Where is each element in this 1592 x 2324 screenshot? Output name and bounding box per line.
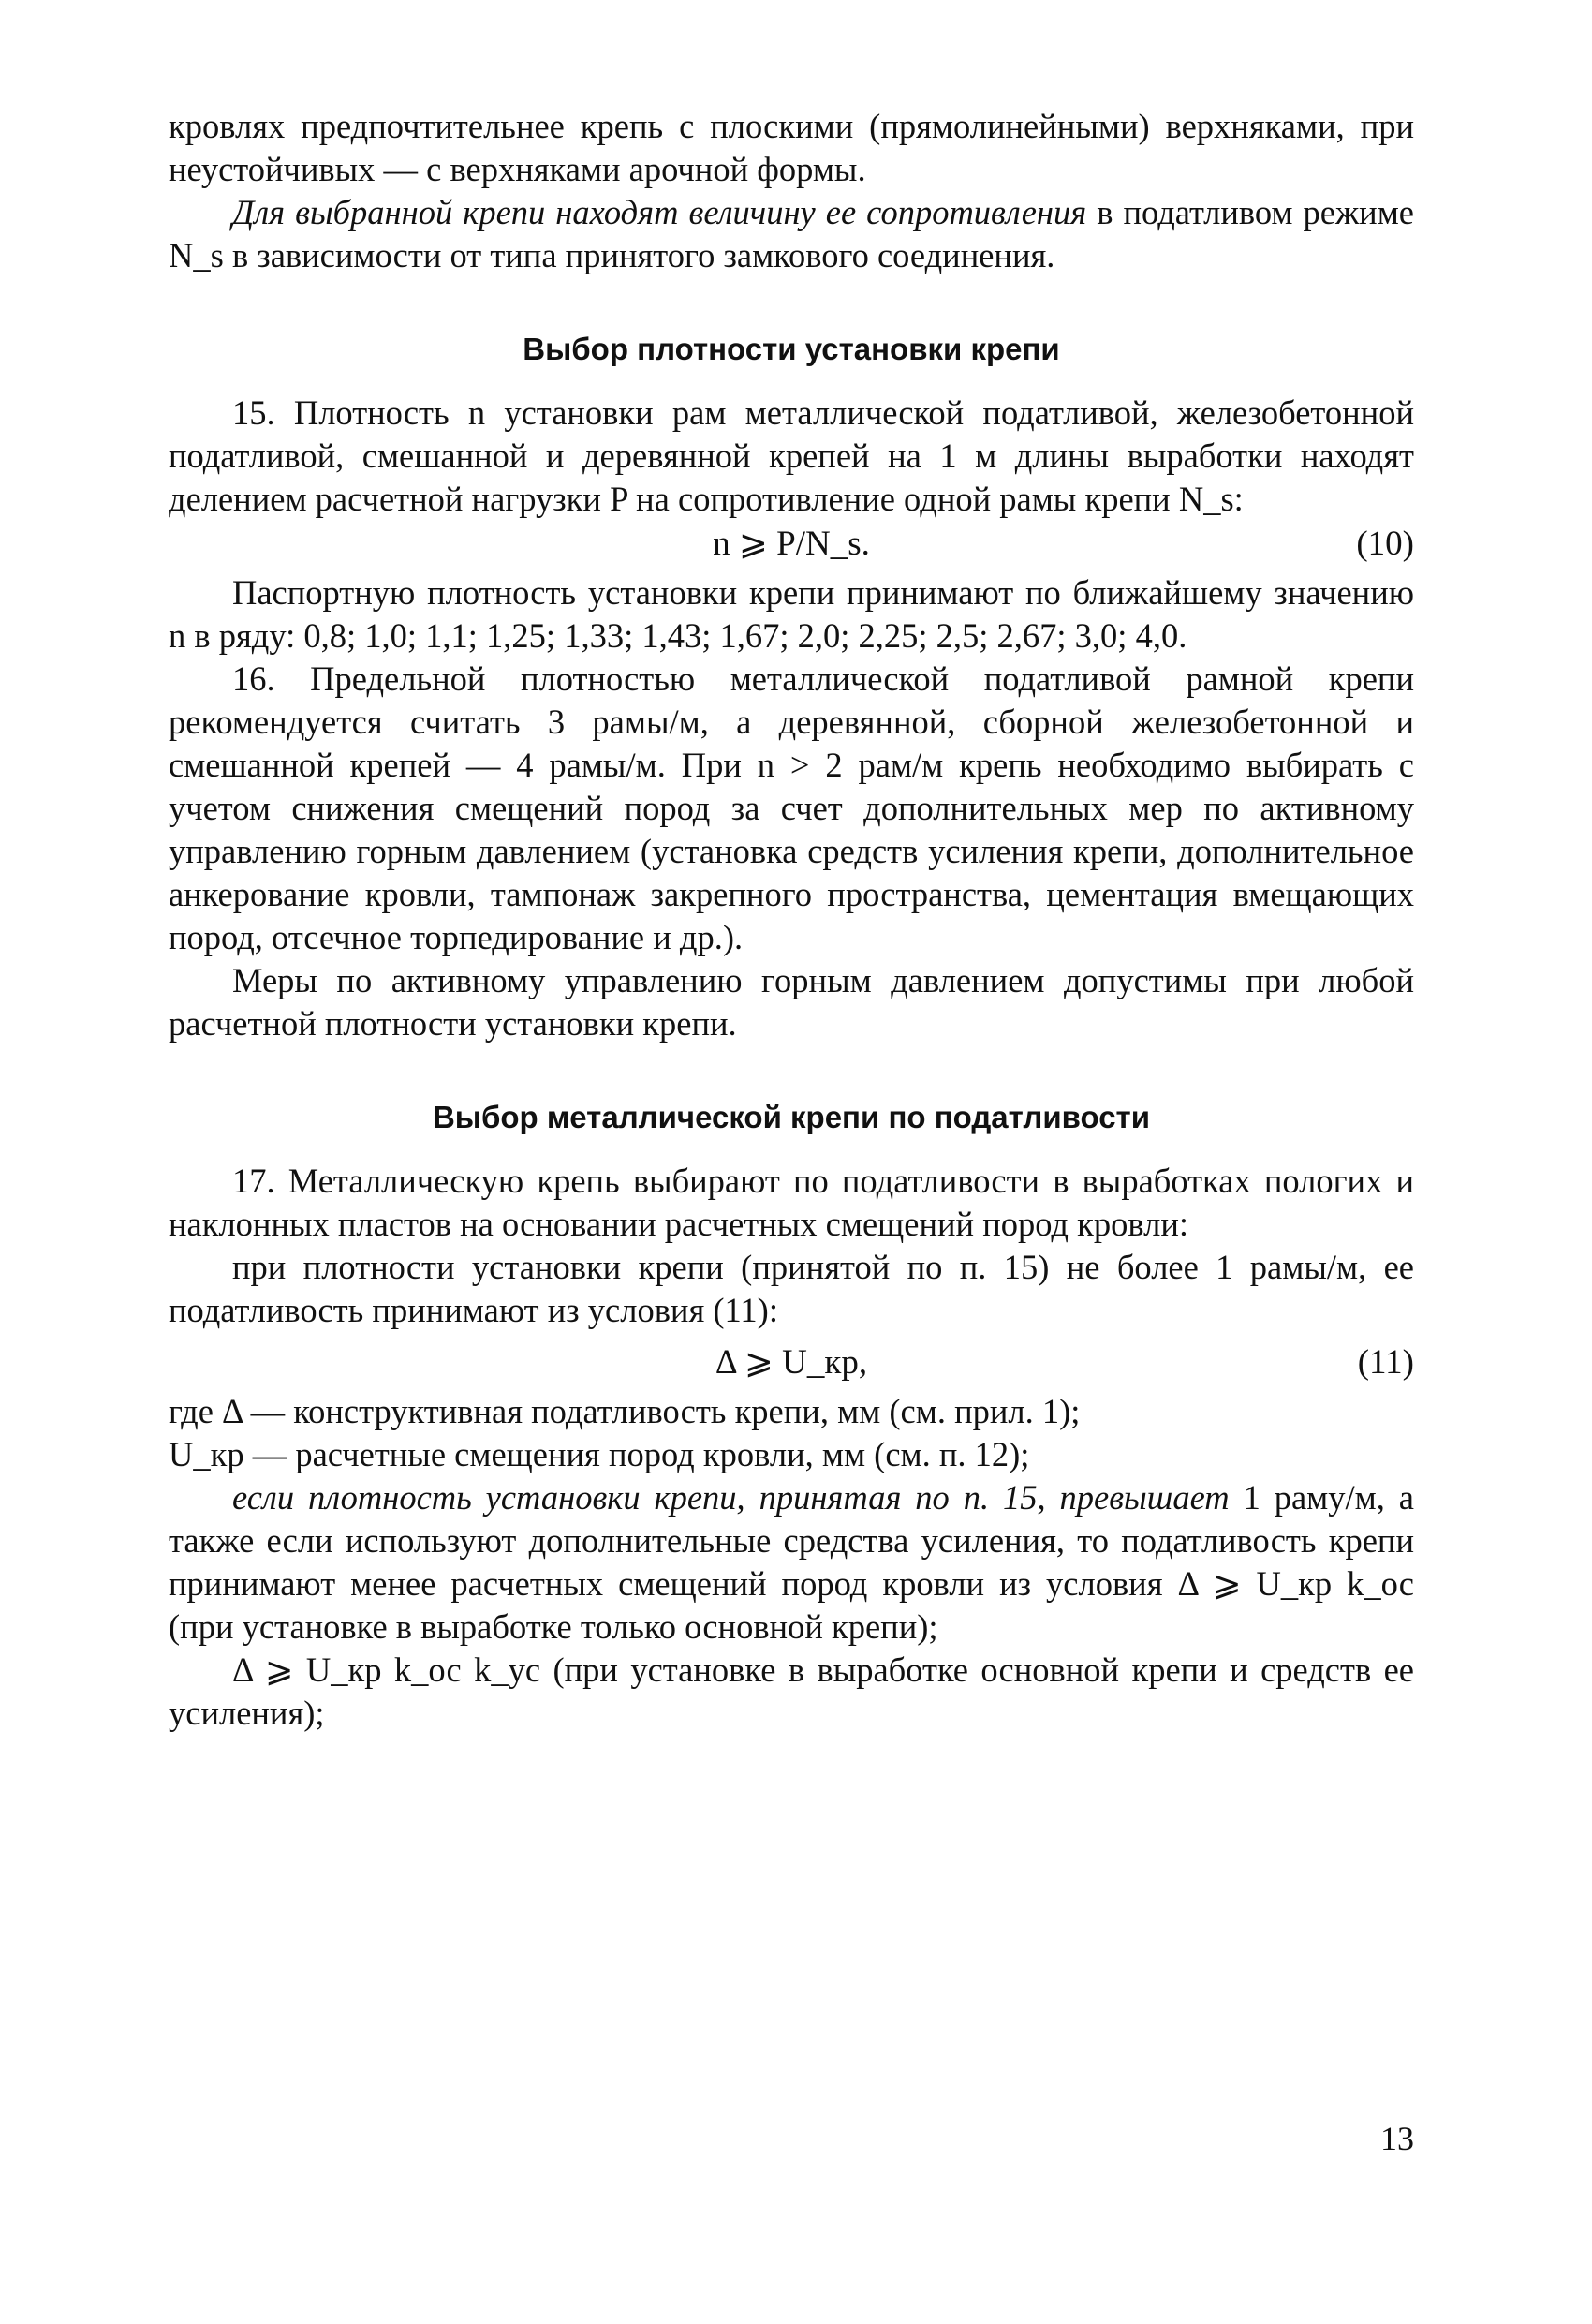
- formula-11-number: (11): [1357, 1343, 1414, 1382]
- where-definition-1: где Δ — конструктивная податливость крепи, мм (см. прил. 1);: [169, 1392, 1081, 1430]
- formula-10-expression: n ⩾ P/N_s.: [713, 525, 870, 563]
- section-heading-density: Выбор плотности установки крепи: [523, 332, 1060, 366]
- formula-11: [169, 1340, 1414, 1386]
- formula-10: [169, 521, 1414, 568]
- resistance-rest-text: в податливом режиме N_s в зависимости от типа принятого замкового соединения.: [169, 193, 1414, 274]
- section-heading-compliance: Выбор металлической крепи по податливости: [432, 1100, 1151, 1134]
- paragraph-15: 15. Плотность n установки рам металлической податливой, железобетонной податливой, смешанной и деревянной крепей на 1 м длины выработки находят делением расчетной нагрузки P на сопротивление одной рамы крепи N_s:: [169, 393, 1414, 518]
- passport-density-paragraph: Паспортную плотность установки крепи принимают по ближайшему значению n в ряду: 0,8; 1,0; 1,1; 1,25; 1,33; 1,43; 1,67; 2,0; 2,25; 2,5; 2,67; 3,0; 4,0.: [169, 573, 1414, 655]
- high-density-paragraph: [169, 1476, 1414, 1649]
- density-condition-paragraph: при плотности установки крепи (принятой по п. 15) не более 1 рамы/м, ее податливость принимают из условия (11):: [169, 1248, 1414, 1329]
- high-density-rest-text: 1 раму/м, а также если используют дополнительные средства усиления, то податливость крепи принимают менее расчетных смещений пород кровли из условия Δ ⩾ U_кр k_ос (при установке в выработке только основной крепи);: [169, 1478, 1414, 1646]
- high-density-italic-text: если плотность установки крепи, принятая по п. 15, превышает: [232, 1478, 1230, 1517]
- where-definition-2: U_кр — расчетные смещения пород кровли, мм (см. п. 12);: [169, 1435, 1030, 1473]
- formula-10-number: (10): [1356, 525, 1414, 563]
- page-number: 13: [1380, 2120, 1414, 2157]
- resistance-paragraph: [169, 191, 1414, 277]
- formula-11-expression: Δ ⩾ U_кр,: [715, 1343, 868, 1382]
- paragraph-16: 16. Предельной плотностью металлической податливой рамной крепи рекомендуется считать 3 рамы/м, а деревянной, сборной железобетонной и смешанной крепей — 4 рамы/м. При n > 2 рам/м крепь необходимо выбирать с учетом снижения смещений пород за счет дополнительных мер по активному управлению горным давлением (установка средств усиления крепи, дополнительное анкерование кровли, тампонаж закрепного пространства, цементация вмещающих пород, отсечное торпедирование и др.).: [169, 659, 1414, 956]
- intro-paragraph: кровлях предпочтительнее крепь с плоскими (прямолинейными) верхняками, при неустойчивых — с верхняками арочной формы.: [169, 107, 1414, 188]
- document-page: [169, 105, 1414, 1735]
- paragraph-17: 17. Металлическую крепь выбирают по податливости в выработках пологих и наклонных пластов на основании расчетных смещений пород кровли:: [169, 1162, 1414, 1243]
- reinforcement-condition-paragraph: Δ ⩾ U_кр k_ос k_ус (при установке в выработке основной крепи и средств ее усиления);: [169, 1650, 1414, 1732]
- resistance-italic-text: Для выбранной крепи находят величину ее сопротивления: [232, 193, 1087, 231]
- active-control-paragraph: Меры по активному управлению горным давлением допустимы при любой расчетной плотности установки крепи.: [169, 961, 1414, 1043]
